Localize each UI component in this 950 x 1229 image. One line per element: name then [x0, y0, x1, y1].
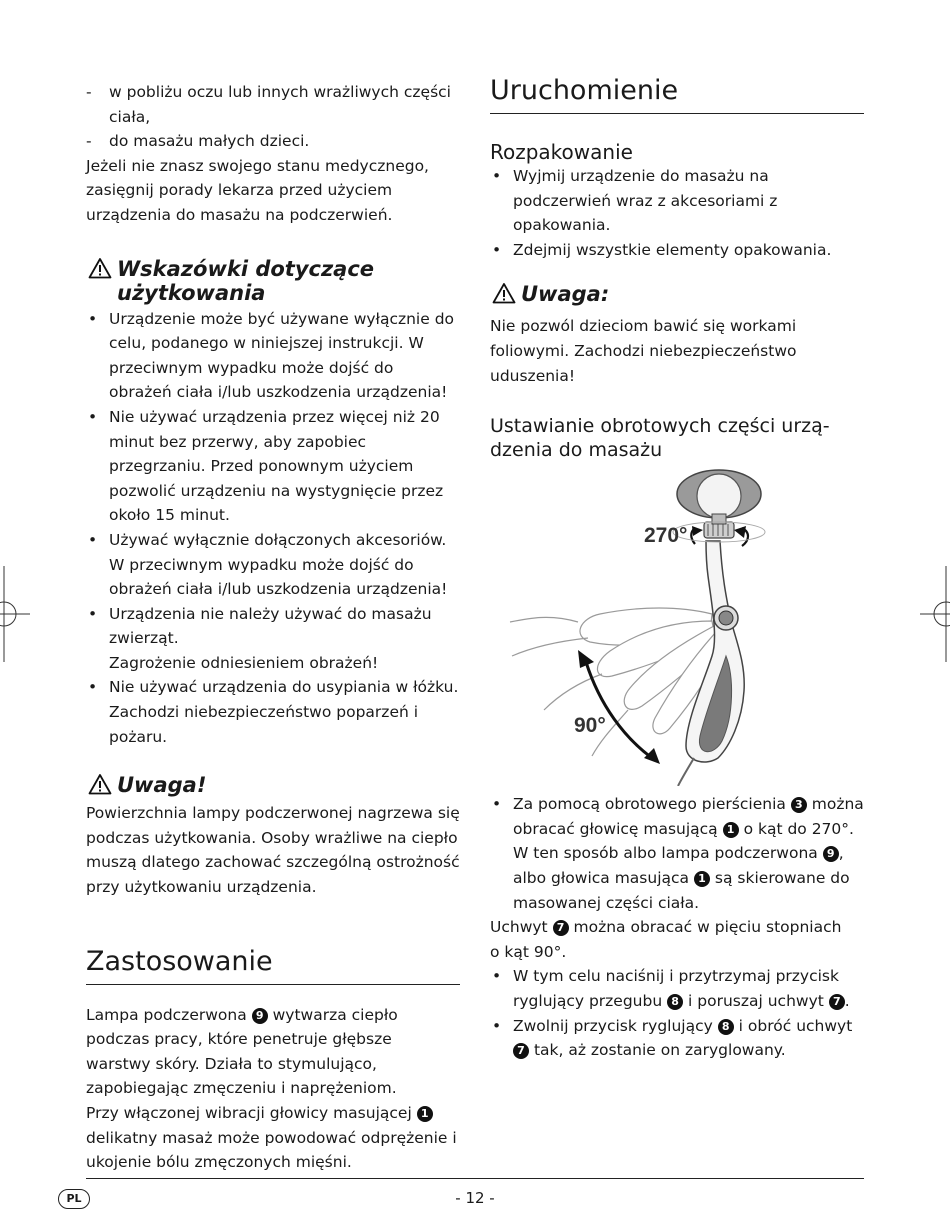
warning-triangle-icon — [492, 282, 516, 304]
usage-heading-line1: Wskazówki dotyczące — [117, 256, 375, 281]
text-span: Lampa podczerwona — [86, 1005, 247, 1024]
intro-paragraph: Jeżeli nie znasz swojego stanu medycznego, zasięgnij porady lekarza przed użyciem urządzenia do masażu na podczerwień. — [86, 156, 429, 224]
list-item: • Urządzenia nie należy używać do masażu zwierząt. — [86, 602, 460, 651]
usage-list-cont — [86, 675, 460, 749]
ref-number-1: 1 — [417, 1106, 433, 1122]
label-270: 270° — [644, 524, 688, 548]
rotation-list — [490, 792, 864, 915]
warn-heading — [490, 282, 864, 306]
ref-number-7: 7 — [553, 920, 569, 936]
text-span: można obracać w pięciu stopniach — [573, 918, 842, 937]
text-span: i obróć uchwyt — [738, 1016, 853, 1035]
warn-paragraph: Nie pozwól dzieciom bawić się workami foliowymi. Zachodzi niebezpieczeństwo uduszenia! — [490, 317, 797, 385]
list-item: • Zdejmij wszystkie elementy opakowania. — [490, 238, 864, 263]
adjust-heading-line2: dzenia do masażu — [490, 439, 663, 462]
text-span: Zwolnij przycisk ryglujący — [513, 1016, 713, 1035]
ref-number-1: 1 — [694, 871, 710, 887]
text-span: delikatny masaż może powodować odprężenie i ukojenie bólu zmęczonych mięśni. — [86, 1128, 457, 1172]
text-span: o kąt do 270°. W ten sposób albo lampa podczerwona — [513, 819, 854, 863]
adjust-heading — [490, 414, 864, 462]
ref-number-1: 1 — [723, 822, 739, 838]
left-column — [86, 80, 460, 1175]
intro-dash-list — [86, 80, 460, 154]
right-column — [490, 75, 864, 1063]
label-90: 90° — [574, 714, 606, 738]
ref-number-7: 7 — [513, 1043, 529, 1059]
handle-paragraph — [490, 915, 864, 964]
unpack-list — [490, 164, 864, 262]
hazard-note: Zagrożenie odniesieniem obrażeń! — [109, 653, 379, 672]
usage-list — [86, 307, 460, 651]
text-span: W tym celu naciśnij i przytrzymaj przycisk ryglujący przegubu — [513, 967, 839, 1010]
caution-heading-text: Uwaga! — [117, 773, 207, 798]
text-span: i poruszaj uchwyt — [688, 991, 824, 1010]
warning-triangle-icon — [88, 773, 112, 795]
warn-heading-text: Uwaga: — [521, 282, 610, 307]
warning-triangle-icon — [88, 257, 112, 279]
ref-number-7: 7 — [829, 994, 845, 1010]
ref-number-8: 8 — [667, 994, 683, 1010]
handle-steps-list — [490, 964, 864, 1062]
page-number: - 12 - — [455, 1189, 495, 1207]
unpack-heading: Rozpakowanie — [490, 140, 633, 164]
adjust-heading-line1: Ustawianie obrotowych części urzą- — [490, 415, 830, 438]
ref-number-8: 8 — [718, 1019, 734, 1035]
text-span: Przy włączonej wibracji głowicy masującej — [86, 1104, 412, 1122]
text-span: o kąt 90°. — [490, 942, 567, 961]
application-paragraph-2 — [86, 1101, 460, 1175]
text-span: można obracać głowicę masującą — [513, 795, 864, 838]
section-title-zastosowanie: Zastosowanie — [86, 946, 460, 985]
registration-mark-right — [920, 566, 950, 662]
text-span: są skierowane do masowanej części ciała. — [513, 868, 850, 912]
section-title-uruchomienie: Uruchomienie — [490, 75, 864, 114]
list-item: - w pobliżu oczu lub innych wrażliwych części ciała, — [86, 80, 460, 129]
list-item: • Urządzenie może być używane wyłącznie do celu, podanego w niniejszej instrukcji. W przeciwnym wypadku może dojść do obrażeń ciała i/lub uszkodzenia urządzenia! — [86, 307, 460, 405]
text-span: Uchwyt — [490, 918, 548, 937]
list-item: • Wyjmij urządzenie do masażu na podczerwień wraz z akcesoriami z opakowania. — [490, 164, 864, 238]
text-span: Za pomocą obrotowego pierścienia — [513, 795, 786, 814]
text-span: tak, aż zostanie on zaryglowany. — [533, 1041, 786, 1060]
ref-number-9: 9 — [252, 1008, 268, 1024]
list-item — [490, 792, 864, 915]
device-rotation-figure — [490, 466, 864, 786]
usage-heading-line2: użytkowania — [117, 280, 266, 305]
text-span: . — [844, 991, 850, 1010]
caution-heading — [86, 773, 460, 797]
list-item: • Nie używać urządzenia do usypiania w łóżku. Zachodzi niebezpieczeństwo poparzeń i pożaru. — [86, 675, 460, 749]
list-item: • Nie używać urządzenia przez więcej niż 20 minut bez przerwy, aby zapobiec przegrzaniu. Przed ponownym użyciem pozwolić urządzeniu na wystygnięcie przez około 15 minut. — [86, 405, 460, 528]
list-item: - do masażu małych dzieci. — [86, 129, 460, 154]
list-item: • Używać wyłącznie dołączonych akcesoriów. W przeciwnym wypadku może dojść do obrażeń ciała i/lub uszkodzenia urządzenia! — [86, 528, 460, 602]
language-badge: PL — [58, 1189, 90, 1209]
usage-heading — [86, 257, 460, 305]
ref-number-9: 9 — [823, 846, 839, 862]
text-span: wytwarza ciepło podczas pracy, które penetruje głębsze warstwy skóry. Działa to stymulująco, zapobiegając zmęczeniu i naprężeniom. — [86, 1005, 398, 1098]
list-item — [490, 1014, 864, 1063]
registration-mark-left — [0, 566, 30, 662]
caution-paragraph: Powierzchnia lampy podczerwonej nagrzewa się podczas użytkowania. Osoby wrażliwe na ciepło muszą dlatego zachować szczególną ostrożność przy użytkowaniu urządzenia. — [86, 804, 460, 897]
ref-number-3: 3 — [791, 797, 807, 813]
list-item — [490, 964, 864, 1013]
footer-rule — [86, 1178, 864, 1179]
text-span: , albo głowica masująca — [513, 844, 844, 887]
application-paragraph-1 — [86, 1003, 460, 1101]
